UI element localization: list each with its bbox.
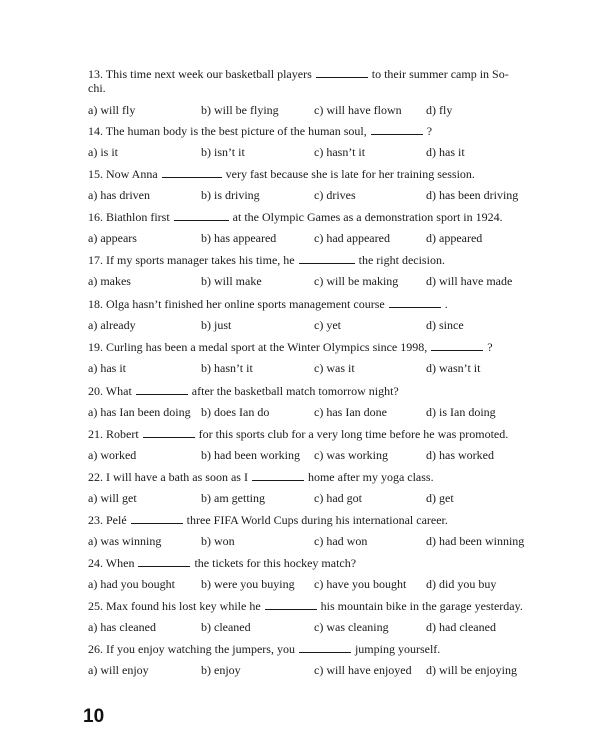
option-b[interactable]: b) will make [201, 274, 262, 288]
question-text-before: This time next week our basketball players [105, 67, 312, 81]
question-text-after: ? [426, 124, 433, 138]
question-23 [88, 512, 448, 527]
option-c[interactable]: c) will have enjoyed [314, 663, 412, 677]
answer-blank[interactable] [299, 641, 351, 653]
question-number: 19. [88, 340, 103, 354]
question-text-before: If my sports manager takes his time, he [106, 253, 295, 267]
answer-blank[interactable] [389, 296, 441, 308]
options-row [88, 448, 548, 464]
options-row [88, 361, 548, 377]
question-number: 26. [88, 642, 103, 656]
question-number: 23. [88, 513, 103, 527]
option-d[interactable]: d) get [426, 491, 454, 505]
answer-blank[interactable] [143, 426, 195, 438]
question-number: 20. [88, 384, 103, 398]
option-a[interactable]: a) has driven [88, 188, 150, 202]
question-text-after: for this sports club for a very long time before he was promoted. [198, 427, 509, 441]
options-row [88, 231, 548, 247]
option-d[interactable]: d) appeared [426, 231, 483, 245]
question-text-after: ? [487, 340, 493, 354]
option-a[interactable]: a) will enjoy [88, 663, 149, 677]
question-text-before: Curling has been a medal sport at the Winter Olympics since 1998, [106, 340, 428, 354]
question-text-continued: chi. [88, 81, 106, 95]
option-c[interactable]: c) was it [314, 361, 355, 375]
option-d[interactable]: d) is Ian doing [426, 405, 496, 419]
options-row [88, 188, 548, 204]
option-c[interactable]: c) has Ian done [314, 405, 387, 419]
option-b[interactable]: b) won [201, 534, 235, 548]
option-d[interactable]: d) did you buy [426, 577, 497, 591]
option-a[interactable]: a) had you bought [88, 577, 175, 591]
answer-blank[interactable] [162, 166, 222, 178]
question-25 [88, 598, 523, 613]
question-text-after: after the basketball match tomorrow night? [191, 384, 399, 398]
option-b[interactable]: b) isn’t it [201, 145, 245, 159]
question-number: 15. [88, 167, 103, 181]
option-b[interactable]: b) does Ian do [201, 405, 270, 419]
options-row [88, 103, 548, 119]
question-15 [88, 166, 475, 181]
option-c[interactable]: c) will be making [314, 274, 399, 288]
option-c[interactable]: c) yet [314, 318, 341, 332]
question-22 [88, 469, 434, 484]
answer-blank[interactable] [174, 209, 229, 221]
question-number: 24. [88, 556, 103, 570]
question-number: 14. [88, 124, 103, 138]
option-a[interactable]: a) will fly [88, 103, 136, 117]
option-b[interactable]: b) cleaned [201, 620, 251, 634]
option-a[interactable]: a) appears [88, 231, 137, 245]
question-text-after: . [444, 297, 448, 311]
option-b[interactable]: b) just [201, 318, 232, 332]
option-d[interactable]: d) since [426, 318, 464, 332]
option-a[interactable]: a) is it [88, 145, 118, 159]
answer-blank[interactable] [265, 598, 317, 610]
page-number: 10 [83, 706, 105, 727]
question-text-after: home after my yoga class. [307, 470, 434, 484]
question-text-before: Robert [106, 427, 139, 441]
option-c[interactable]: c) drives [314, 188, 356, 202]
options-row [88, 145, 548, 161]
option-b[interactable]: b) hasn’t it [201, 361, 253, 375]
question-20 [88, 383, 399, 398]
question-text-before: Olga hasn’t finished her online sports management course [106, 297, 385, 311]
option-c[interactable]: c) had appeared [314, 231, 390, 245]
option-b[interactable]: b) enjoy [201, 663, 241, 677]
option-c[interactable]: c) have you bought [314, 577, 407, 591]
option-a[interactable]: a) was winning [88, 534, 162, 548]
option-d[interactable]: d) fly [426, 103, 453, 117]
question-text-before: The human body is the best picture of the human soul, [105, 124, 367, 138]
question-text-before: Now Anna [106, 167, 158, 181]
option-b[interactable]: b) had been working [201, 448, 300, 462]
answer-blank[interactable] [299, 252, 355, 264]
question-text-before: When [105, 556, 135, 570]
option-a[interactable]: a) will get [88, 491, 137, 505]
option-c[interactable]: c) hasn’t it [314, 145, 366, 159]
answer-blank[interactable] [136, 383, 188, 395]
option-d[interactable]: d) wasn’t it [426, 361, 481, 375]
question-17 [88, 252, 445, 267]
option-a[interactable]: a) makes [88, 274, 131, 288]
option-b[interactable]: b) is driving [201, 188, 260, 202]
option-c[interactable]: c) will have flown [314, 103, 402, 117]
question-text-before: Pelé [106, 513, 127, 527]
option-b[interactable]: b) has appeared [201, 231, 277, 245]
question-number: 21. [88, 427, 103, 441]
option-b[interactable]: b) were you buying [201, 577, 295, 591]
question-number: 16. [88, 210, 103, 224]
answer-blank[interactable] [431, 339, 483, 351]
question-14 [88, 123, 432, 138]
option-d[interactable]: d) will be enjoying [426, 663, 517, 677]
question-number: 17. [88, 253, 103, 267]
option-a[interactable]: a) has Ian been doing [88, 405, 191, 419]
question-18 [88, 296, 448, 311]
question-text-after: to their summer camp in So- [371, 67, 509, 81]
option-c[interactable]: c) had won [314, 534, 368, 548]
question-13 [88, 66, 509, 81]
question-text-after: jumping yourself. [354, 642, 441, 656]
option-d[interactable]: d) had been winning [426, 534, 525, 548]
options-row [88, 491, 548, 507]
options-row [88, 405, 548, 421]
question-text-before: What [105, 384, 132, 398]
options-row [88, 620, 548, 636]
question-number: 22. [88, 470, 103, 484]
option-d[interactable]: d) will have made [426, 274, 513, 288]
question-text-before: I will have a bath as soon as I [106, 470, 248, 484]
options-row [88, 318, 548, 334]
answer-blank[interactable] [316, 66, 368, 78]
option-a[interactable]: a) has it [88, 361, 126, 375]
option-d[interactable]: d) has been driving [426, 188, 519, 202]
option-d[interactable]: d) had cleaned [426, 620, 496, 634]
option-d[interactable]: d) has it [426, 145, 465, 159]
question-text-before: If you enjoy watching the jumpers, you [106, 642, 295, 656]
question-19 [88, 339, 493, 354]
option-c[interactable]: c) was cleaning [314, 620, 389, 634]
question-number: 18. [88, 297, 103, 311]
options-row [88, 663, 548, 679]
option-c[interactable]: c) was working [314, 448, 388, 462]
question-text-after: the tickets for this hockey match? [194, 556, 357, 570]
option-c[interactable]: c) had got [314, 491, 362, 505]
question-21 [88, 426, 508, 441]
question-24 [88, 555, 356, 570]
option-d[interactable]: d) has worked [426, 448, 494, 462]
option-b[interactable]: b) will be flying [201, 103, 279, 117]
answer-blank[interactable] [371, 123, 423, 135]
question-text-after: the right decision. [358, 253, 445, 267]
options-row [88, 577, 548, 593]
option-a[interactable]: a) has cleaned [88, 620, 156, 634]
question-text-after: his mountain bike in the garage yesterday. [320, 599, 523, 613]
options-row [88, 534, 548, 550]
answer-blank[interactable] [138, 555, 190, 567]
question-text-after: three FIFA World Cups during his international career. [186, 513, 448, 527]
question-number: 25. [88, 599, 103, 613]
options-row [88, 274, 548, 290]
option-b[interactable]: b) am getting [201, 491, 265, 505]
question-number: 13. [88, 67, 103, 81]
option-a[interactable]: a) already [88, 318, 136, 332]
question-text-before: Biathlon first [106, 210, 170, 224]
question-text-after: very fast because she is late for her training session. [225, 167, 475, 181]
question-text-before: Max found his lost key while he [106, 599, 261, 613]
option-a[interactable]: a) worked [88, 448, 137, 462]
answer-blank[interactable] [252, 469, 304, 481]
question-text-after: at the Olympic Games as a demonstration sport in 1924. [232, 210, 503, 224]
question-16 [88, 209, 503, 224]
answer-blank[interactable] [131, 512, 183, 524]
question-26 [88, 641, 440, 656]
